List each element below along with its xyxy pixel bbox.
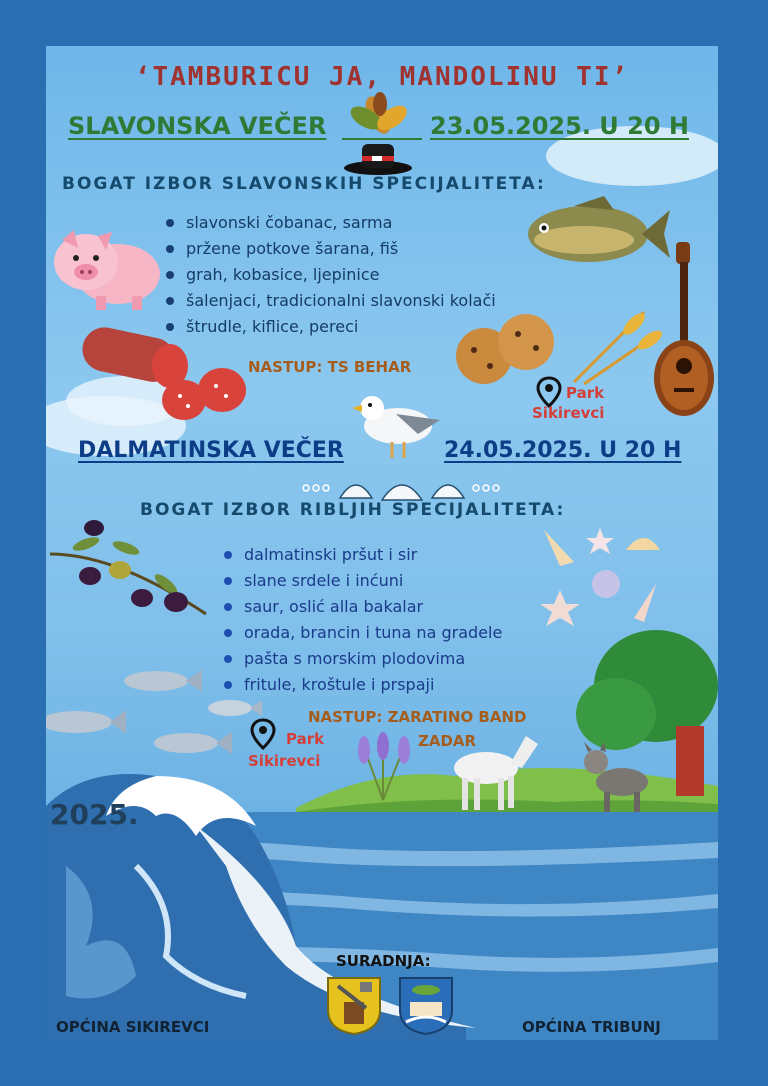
coat-of-arms-icon xyxy=(326,976,382,1036)
year: 2025. xyxy=(50,798,139,831)
list-item: pašta s morskim plodovima xyxy=(222,646,502,672)
coat-of-arms-icon xyxy=(398,976,454,1036)
fish-icon xyxy=(46,708,126,736)
list-item: slane srdele i inćuni xyxy=(222,568,502,594)
slavonska-event-datetime: 23.05.2025. U 20 H xyxy=(430,112,689,140)
dalmatinska-event-datetime: 24.05.2025. U 20 H xyxy=(444,438,682,463)
list-item: štrudle, kiflice, pereci xyxy=(164,314,496,340)
list-item: fritule, kroštule i prspaji xyxy=(222,672,502,698)
list-item: šalenjaci, tradicionalni slavonski kolači xyxy=(164,288,496,314)
oak-leaves-icon xyxy=(340,90,416,140)
poster xyxy=(46,46,718,1040)
dalmatinska-event-name: DALMATINSKA VEČER xyxy=(78,438,344,463)
cooperation-label: SURADNJA: xyxy=(336,952,431,970)
wheat-icon xyxy=(564,302,668,386)
dalmatinska-location-line1: Park xyxy=(286,730,325,748)
list-item: slavonski čobanac, sarma xyxy=(164,210,496,236)
hat-icon xyxy=(342,138,414,176)
dalmatinska-performance-line2: ZADAR xyxy=(418,732,477,750)
list-item: saur, oslić alla bakalar xyxy=(222,594,502,620)
list-item: grah, kobasice, ljepinice xyxy=(164,262,496,288)
dalmatinska-performance-line1: NASTUP: ZARATINO BAND xyxy=(308,708,527,726)
wave-icon xyxy=(46,746,718,1040)
slavonska-performance: NASTUP: TS BEHAR xyxy=(248,358,412,376)
list-item: pržene potkove šarana, fiš xyxy=(164,236,496,262)
seashells-icon xyxy=(540,522,664,632)
slavonska-location-line2: Sikirevci xyxy=(532,404,605,422)
seagull-icon xyxy=(348,390,446,460)
fish-icon xyxy=(122,668,202,694)
poster-title: ‘TAMBURICU JA, MANDOLINU TI’ xyxy=(134,62,630,92)
slavonska-heading: BOGAT IZBOR SLAVONSKIH SPECIJALITETA: xyxy=(62,174,546,194)
slavonska-menu-list xyxy=(164,210,496,340)
partner-left: OPĆINA SIKIREVCI xyxy=(56,1018,210,1036)
pig-icon xyxy=(48,226,164,312)
list-item: dalmatinski pršut i sir xyxy=(222,542,502,568)
partner-right: OPĆINA TRIBUNJ xyxy=(522,1018,661,1036)
shells-icon xyxy=(300,470,500,502)
slavonska-event-name: SLAVONSKA VEČER xyxy=(68,112,327,140)
dalmatinska-heading: BOGAT IZBOR RIBLJIH SPECIJALITETA: xyxy=(140,500,566,520)
slavonska-location-line1: Park xyxy=(566,384,605,402)
fish-icon xyxy=(206,698,262,718)
dalmatinska-location-line2: Sikirevci xyxy=(248,752,321,770)
olive-branch-icon xyxy=(46,514,212,624)
list-item: orada, brancin i tuna na gradele xyxy=(222,620,502,646)
salami-icon xyxy=(76,326,252,426)
